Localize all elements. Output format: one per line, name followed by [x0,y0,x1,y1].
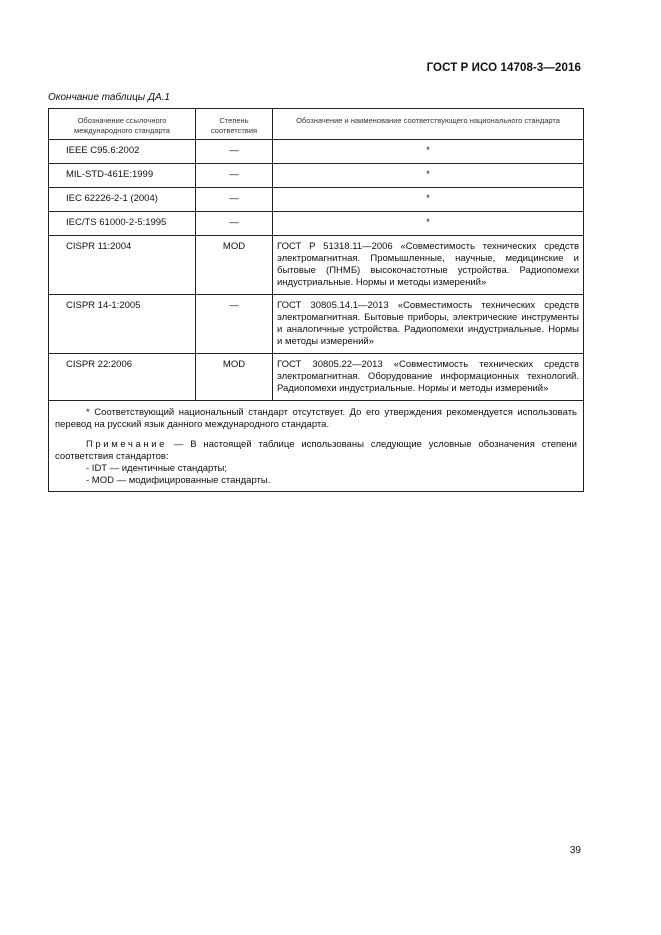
standard-cell: CISPR 14-1:2005 [49,295,196,354]
standard-cell: IEC/TS 61000-2-5:1995 [49,212,196,236]
page-number: 39 [569,845,581,856]
table-footnote-row [49,401,584,492]
standard-cell: MIL-STD-461E:1999 [49,164,196,188]
standard-cell: CISPR 22:2006 [49,354,196,401]
degree-cell: — [196,164,273,188]
table-row [49,236,584,295]
table-row [49,295,584,354]
footnote-text: * Соответствующий национальный стандарт отсутствует. До его утверждения рекомендуется использовать перевод на русский язык данного международного стандарта. [55,407,577,430]
reference-standards-table [48,108,584,492]
national-cell: ГОСТ Р 51318.11—2006 «Совместимость технических средств электромагнитная. Промышленные, научные, медицинские и бытовые (ПНМБ) высокочастотные устройства. Радиопомехи индустриальные. Нормы и методы измерений» [273,236,584,295]
table-row [49,212,584,236]
table-row [49,164,584,188]
note-text: — В настоящей таблице использованы следующие условные обозначения степени соответствия стандартов: [55,439,577,462]
table-caption: Окончание таблицы ДА.1 [48,92,170,103]
degree-cell: MOD [196,354,273,401]
table-row [49,188,584,212]
standard-cell: IEEE C95.6:2002 [49,140,196,164]
national-cell: * [273,164,584,188]
standard-cell: CISPR 11:2004 [49,236,196,295]
national-cell: * [273,212,584,236]
degree-cell: — [196,212,273,236]
table-row [49,140,584,164]
national-cell: ГОСТ 30805.22—2013 «Совместимость технических средств электромагнитная. Оборудование информационных технологий. Радиопомехи индустриальные. Нормы и методы измерений» [273,354,584,401]
national-cell: * [273,140,584,164]
table-row [49,354,584,401]
column-header-degree: Степень соответствия [196,109,273,140]
degree-cell: — [196,188,273,212]
note-paragraph [55,439,577,463]
column-header-national: Обозначение и наименование соответствующего национального стандарта [273,109,584,140]
degree-cell: — [196,140,273,164]
table-header-row [49,109,584,140]
standard-cell: IEC 62226-2-1 (2004) [49,188,196,212]
national-cell: * [273,188,584,212]
note-list-item: - MOD — модифицированные стандарты. [86,475,271,486]
national-cell: ГОСТ 30805.14.1—2013 «Совместимость технических средств электромагнитная. Бытовые приборы, электрические инструменты и аналогичные устройства. Радиопомехи индустриальные. Нормы и методы измерений» [273,295,584,354]
degree-cell: MOD [196,236,273,295]
footnote-cell [49,401,584,492]
column-header-standard: Обозначение ссылочного международного стандарта [49,109,196,140]
note-list-item: - IDT — идентичные стандарты; [86,463,227,474]
document-code: ГОСТ Р ИСО 14708-3—2016 [426,62,581,74]
degree-cell: — [196,295,273,354]
note-label: Примечание [86,439,167,450]
